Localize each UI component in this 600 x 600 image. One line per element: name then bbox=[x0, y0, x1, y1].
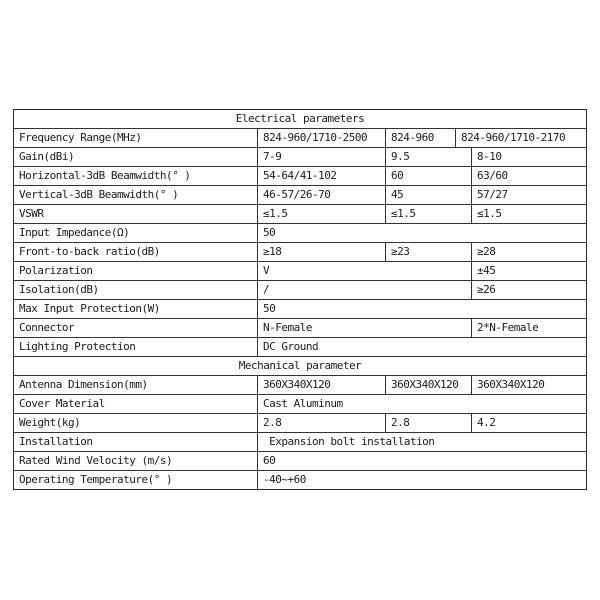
value-cell: 54-64/41-102 bbox=[258, 167, 386, 185]
row-polarization bbox=[14, 262, 586, 281]
row-mechanical-header bbox=[14, 357, 586, 376]
label-cell: Operating Temperature(° ) bbox=[14, 471, 258, 489]
value-cell: ≤1.5 bbox=[477, 207, 502, 220]
value-cell: 360X340X120 bbox=[258, 376, 386, 394]
label-cell: Front-to-back ratio(dB) bbox=[14, 243, 258, 261]
row-horizontal-beamwidth bbox=[14, 167, 586, 186]
value-cell: 360X340X120 bbox=[386, 376, 472, 394]
label-cell: Input Impedance(Ω) bbox=[14, 224, 258, 242]
row-rated-wind-velocity bbox=[14, 452, 586, 471]
row-electrical-header bbox=[14, 110, 586, 129]
value-cell: 2*N-Female bbox=[477, 321, 539, 334]
row-operating-temperature bbox=[14, 471, 586, 489]
label-cell: VSWR bbox=[14, 205, 258, 223]
row-frequency-range bbox=[14, 129, 586, 148]
value-cell: ≥18 bbox=[258, 243, 386, 261]
label-cell: Vertical-3dB Beamwidth(° ) bbox=[14, 186, 258, 204]
value-cell: 57/27 bbox=[477, 188, 508, 201]
label-cell: Antenna Dimension(mm) bbox=[14, 376, 258, 394]
label-cell: Weight(kg) bbox=[14, 414, 258, 432]
value-cell: Cast Aluminum bbox=[263, 397, 343, 410]
value-cell: 60 bbox=[386, 167, 472, 185]
value-cell: -40~+60 bbox=[263, 473, 306, 486]
value-cell: 4.2 bbox=[477, 416, 496, 429]
value-cell: 2.8 bbox=[258, 414, 386, 432]
value-cell: 63/60 bbox=[477, 169, 508, 182]
row-input-impedance bbox=[14, 224, 586, 243]
label-cell: Cover Material bbox=[14, 395, 258, 413]
label-cell: Horizontal-3dB Beamwidth(° ) bbox=[14, 167, 258, 185]
value-cell: ≥28 bbox=[477, 245, 496, 258]
value-cell: 9.5 bbox=[386, 148, 472, 166]
value-cell: 46-57/26-70 bbox=[258, 186, 386, 204]
label-cell: Polarization bbox=[14, 262, 258, 280]
value-cell: 60 bbox=[263, 454, 276, 467]
row-weight bbox=[14, 414, 586, 433]
label-cell: Rated Wind Velocity (m/s) bbox=[14, 452, 258, 470]
row-vertical-beamwidth bbox=[14, 186, 586, 205]
row-max-input-protection bbox=[14, 300, 586, 319]
row-vswr bbox=[14, 205, 586, 224]
value-cell: 824-960/1710-2170 bbox=[461, 131, 566, 144]
row-installation bbox=[14, 433, 586, 452]
label-cell: Installation bbox=[14, 433, 258, 451]
section-title: Mechanical parameter bbox=[238, 359, 362, 372]
value-cell: ≤1.5 bbox=[258, 205, 386, 223]
value-cell: 50 bbox=[263, 226, 276, 239]
row-gain bbox=[14, 148, 586, 167]
label-cell: Max Input Protection(W) bbox=[14, 300, 258, 318]
row-front-to-back-ratio bbox=[14, 243, 586, 262]
value-cell: N-Female bbox=[258, 319, 472, 337]
value-cell: 45 bbox=[386, 186, 472, 204]
value-cell: ≥23 bbox=[386, 243, 472, 261]
value-cell: 824-960 bbox=[386, 129, 456, 147]
value-cell: 360X340X120 bbox=[477, 378, 545, 391]
section-title: Electrical parameters bbox=[235, 112, 365, 125]
row-lighting-protection bbox=[14, 338, 586, 357]
label-cell: Connector bbox=[14, 319, 258, 337]
value-cell: 8-10 bbox=[477, 150, 502, 163]
value-cell: 2.8 bbox=[386, 414, 472, 432]
value-cell: 7-9 bbox=[258, 148, 386, 166]
value-cell: Expansion bolt installation bbox=[263, 435, 435, 448]
row-isolation bbox=[14, 281, 586, 300]
row-connector bbox=[14, 319, 586, 338]
spec-table bbox=[13, 109, 587, 490]
row-cover-material bbox=[14, 395, 586, 414]
value-cell: / bbox=[258, 281, 472, 299]
label-cell: Isolation(dB) bbox=[14, 281, 258, 299]
label-cell: Frequency Range(MHz) bbox=[14, 129, 258, 147]
label-cell: Gain(dBi) bbox=[14, 148, 258, 166]
value-cell: DC Ground bbox=[263, 340, 319, 353]
label-cell: Lighting Protection bbox=[14, 338, 258, 356]
value-cell: ≥26 bbox=[477, 283, 496, 296]
value-cell: V bbox=[258, 262, 472, 280]
value-cell: 50 bbox=[263, 302, 276, 315]
value-cell: ±45 bbox=[477, 264, 496, 277]
value-cell: 824-960/1710-2500 bbox=[258, 129, 386, 147]
value-cell: ≤1.5 bbox=[386, 205, 472, 223]
row-antenna-dimension bbox=[14, 376, 586, 395]
